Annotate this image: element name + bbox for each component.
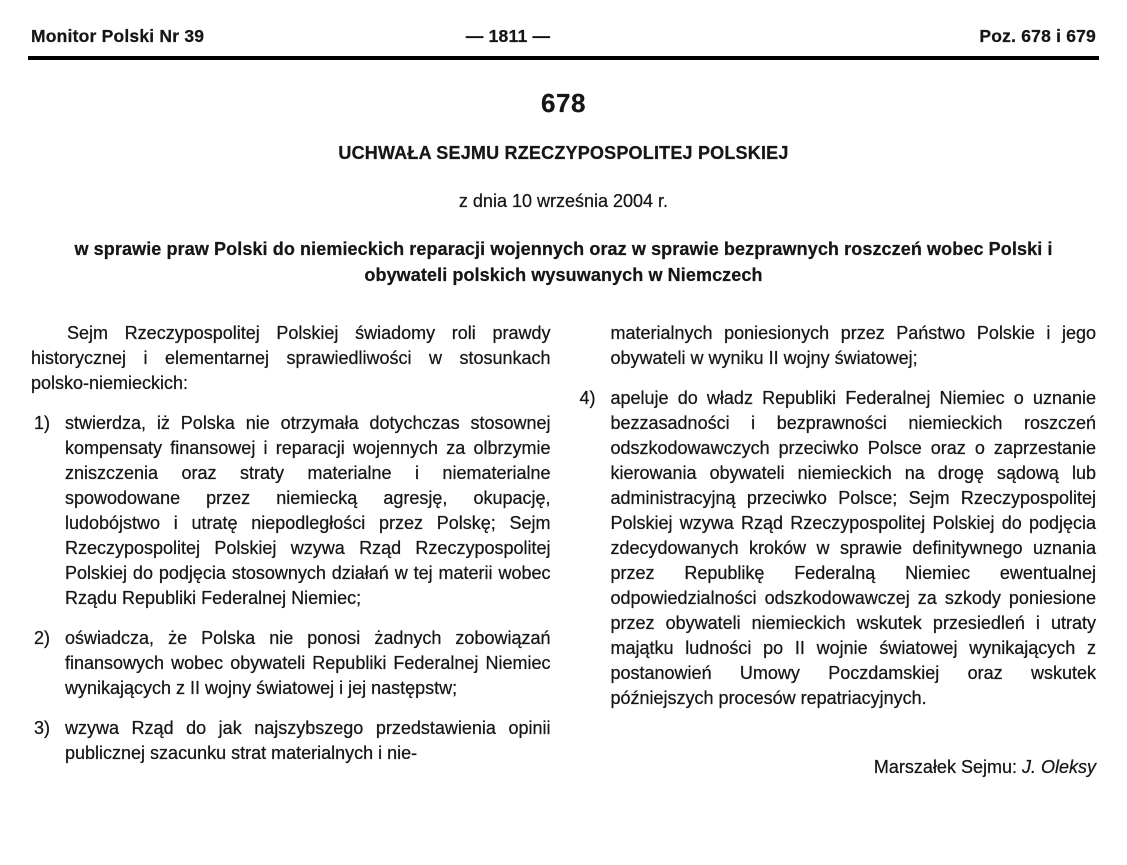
signature-line [577,755,1097,780]
act-title: UCHWAŁA SEJMU RZECZYPOSPOLITEJ POLSKIEJ [338,143,789,163]
signature-label: Marszałek Sejmu: [873,757,1017,777]
act-number: 678 [541,88,586,118]
header-page-number: — 1811 — [465,26,551,46]
signature-name: J. Oleksy [1021,757,1096,777]
list-item-3-continuation: materialnych poniesionych przez Państwo Polskie i jego obywateli w wyniku II wojny światowej; [610,323,1096,368]
header-position-number: Poz. 678 i 679 [979,26,1096,46]
list-item-3-number: 3) [34,718,51,738]
act-date-line: z dnia 10 września 2004 r. [458,191,669,211]
page-header [0,0,1127,47]
list-item-1-text: stwierdza, iż Polska nie otrzymała dotychczas stosownej kompensaty finansowej i reparacji wojennych za olbrzymie zniszczenia oraz straty materialne i niematerialne spowodowane przez niemiecką agresję, okupację, ludobójstwo i utratę niepodległości przez Polskę; Sejm Rzeczypospolitej Polskiej wzywa Rząd Rzeczypospolitej Polskiej do podjęcia stosownych działań w tej materii wobec Rządu Republiki Federalnej Niemiec; [65,413,551,608]
left-column [31,321,551,781]
list-item-3 [31,716,551,766]
act-subject: w sprawie praw Polski do niemieckich reparacji wojennych oraz w sprawie bezprawnych roszczeń wobec Polski i obywateli polskich wysuwanych w Niemczech [74,239,1053,285]
list-item-2 [31,626,551,701]
body-columns [0,321,1127,781]
header-rule [28,56,1099,60]
header-journal-title: Monitor Polski Nr 39 [31,26,205,46]
list-item-4 [577,386,1097,711]
list-item-2-text: oświadcza, że Polska nie ponosi żadnych zobowiązań finansowych wobec obywateli Republiki Federalnej Niemiec wynikających z II wojny światowej i jej następstw; [65,628,551,698]
right-column [577,321,1097,781]
list-item-4-number: 4) [579,388,596,408]
intro-paragraph: Sejm Rzeczypospolitej Polskiej świadomy roli prawdy historycznej i elementarnej sprawiedliwości w stosunkach polsko-niemieckich: [31,323,551,393]
list-item-1 [31,411,551,611]
list-item-2-number: 2) [34,628,51,648]
list-item-4-text: apeluje do władz Republiki Federalnej Niemiec o uznanie bezzasadności i bezprawności niemieckich roszczeń odszkodowawczych przeciwko Polsce oraz o zaprzestanie kierowania obywateli niemieckich na drogę sądową lub administracyjną przeciwko Polsce; Sejm Rzeczypospolitej Polskiej wzywa Rząd Rzeczypospolitej Polskiej do podjęcia zdecydowanych kroków w sprawie definitywnego uznania przez Republikę Federalną Niemiec ewentualnej odpowiedzialności odszkodowawczej za szkody poniesione przez obywateli niemieckich wskutek przesiedleń i utraty majątku ludności po II wojnie światowej wynikających z postanowień Umowy Poczdamskiej oraz wskutek późniejszych procesów repatriacyjnych. [610,388,1096,708]
list-item-3-text-left: wzywa Rząd do jak najszybszego przedstawienia opinii publicznej szacunku strat materialnych i nie- [65,718,551,763]
list-item-1-number: 1) [34,413,51,433]
